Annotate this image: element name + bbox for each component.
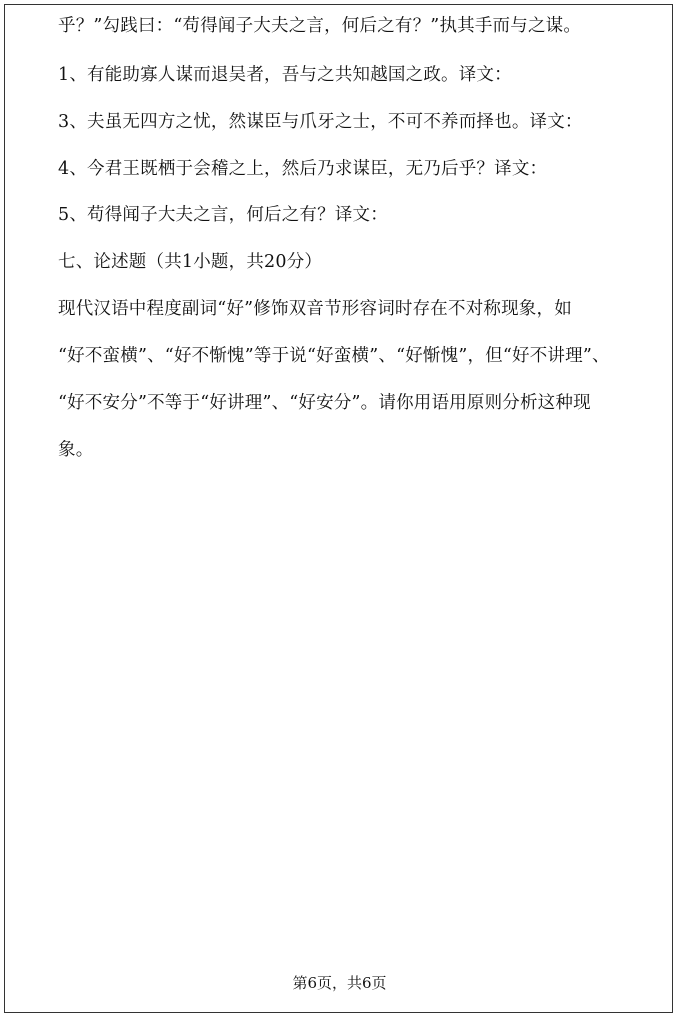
translation-question-5: 5、苟得闻子大夫之言，何后之有？译文： xyxy=(58,205,388,225)
translation-question-1: 1、有能助寡人谋而退吴者，吾与之共知越国之政。译文： xyxy=(58,65,512,85)
page-number-footer: 第6页，共6页 xyxy=(292,974,387,992)
essay-question-line-4: 象。 xyxy=(58,440,94,460)
page-border xyxy=(4,4,673,1013)
translation-question-4: 4、今君王既栖于会稽之上，然后乃求谋臣，无乃后乎？译文： xyxy=(58,159,548,179)
essay-question-line-3: “好不安分”不等于“好讲理”、“好安分”。请你用语用原则分析这种现 xyxy=(58,393,591,413)
translation-question-3: 3、夫虽无四方之忧，然谋臣与爪牙之士，不可不养而择也。译文： xyxy=(58,112,583,132)
text-line-quote-continuation: 乎？”勾践曰：“苟得闻子大夫之言，何后之有？”执其手而与之谋。 xyxy=(58,16,582,36)
essay-question-line-1: 现代汉语中程度副词“好”修饰双音节形容词时存在不对称现象，如 xyxy=(58,299,572,319)
section-heading-essay: 七、论述题（共1小题，共20分） xyxy=(58,252,323,272)
essay-question-line-2: “好不蛮横”、“好不惭愧”等于说“好蛮横”、“好惭愧”，但“好不讲理”、 xyxy=(58,346,610,366)
